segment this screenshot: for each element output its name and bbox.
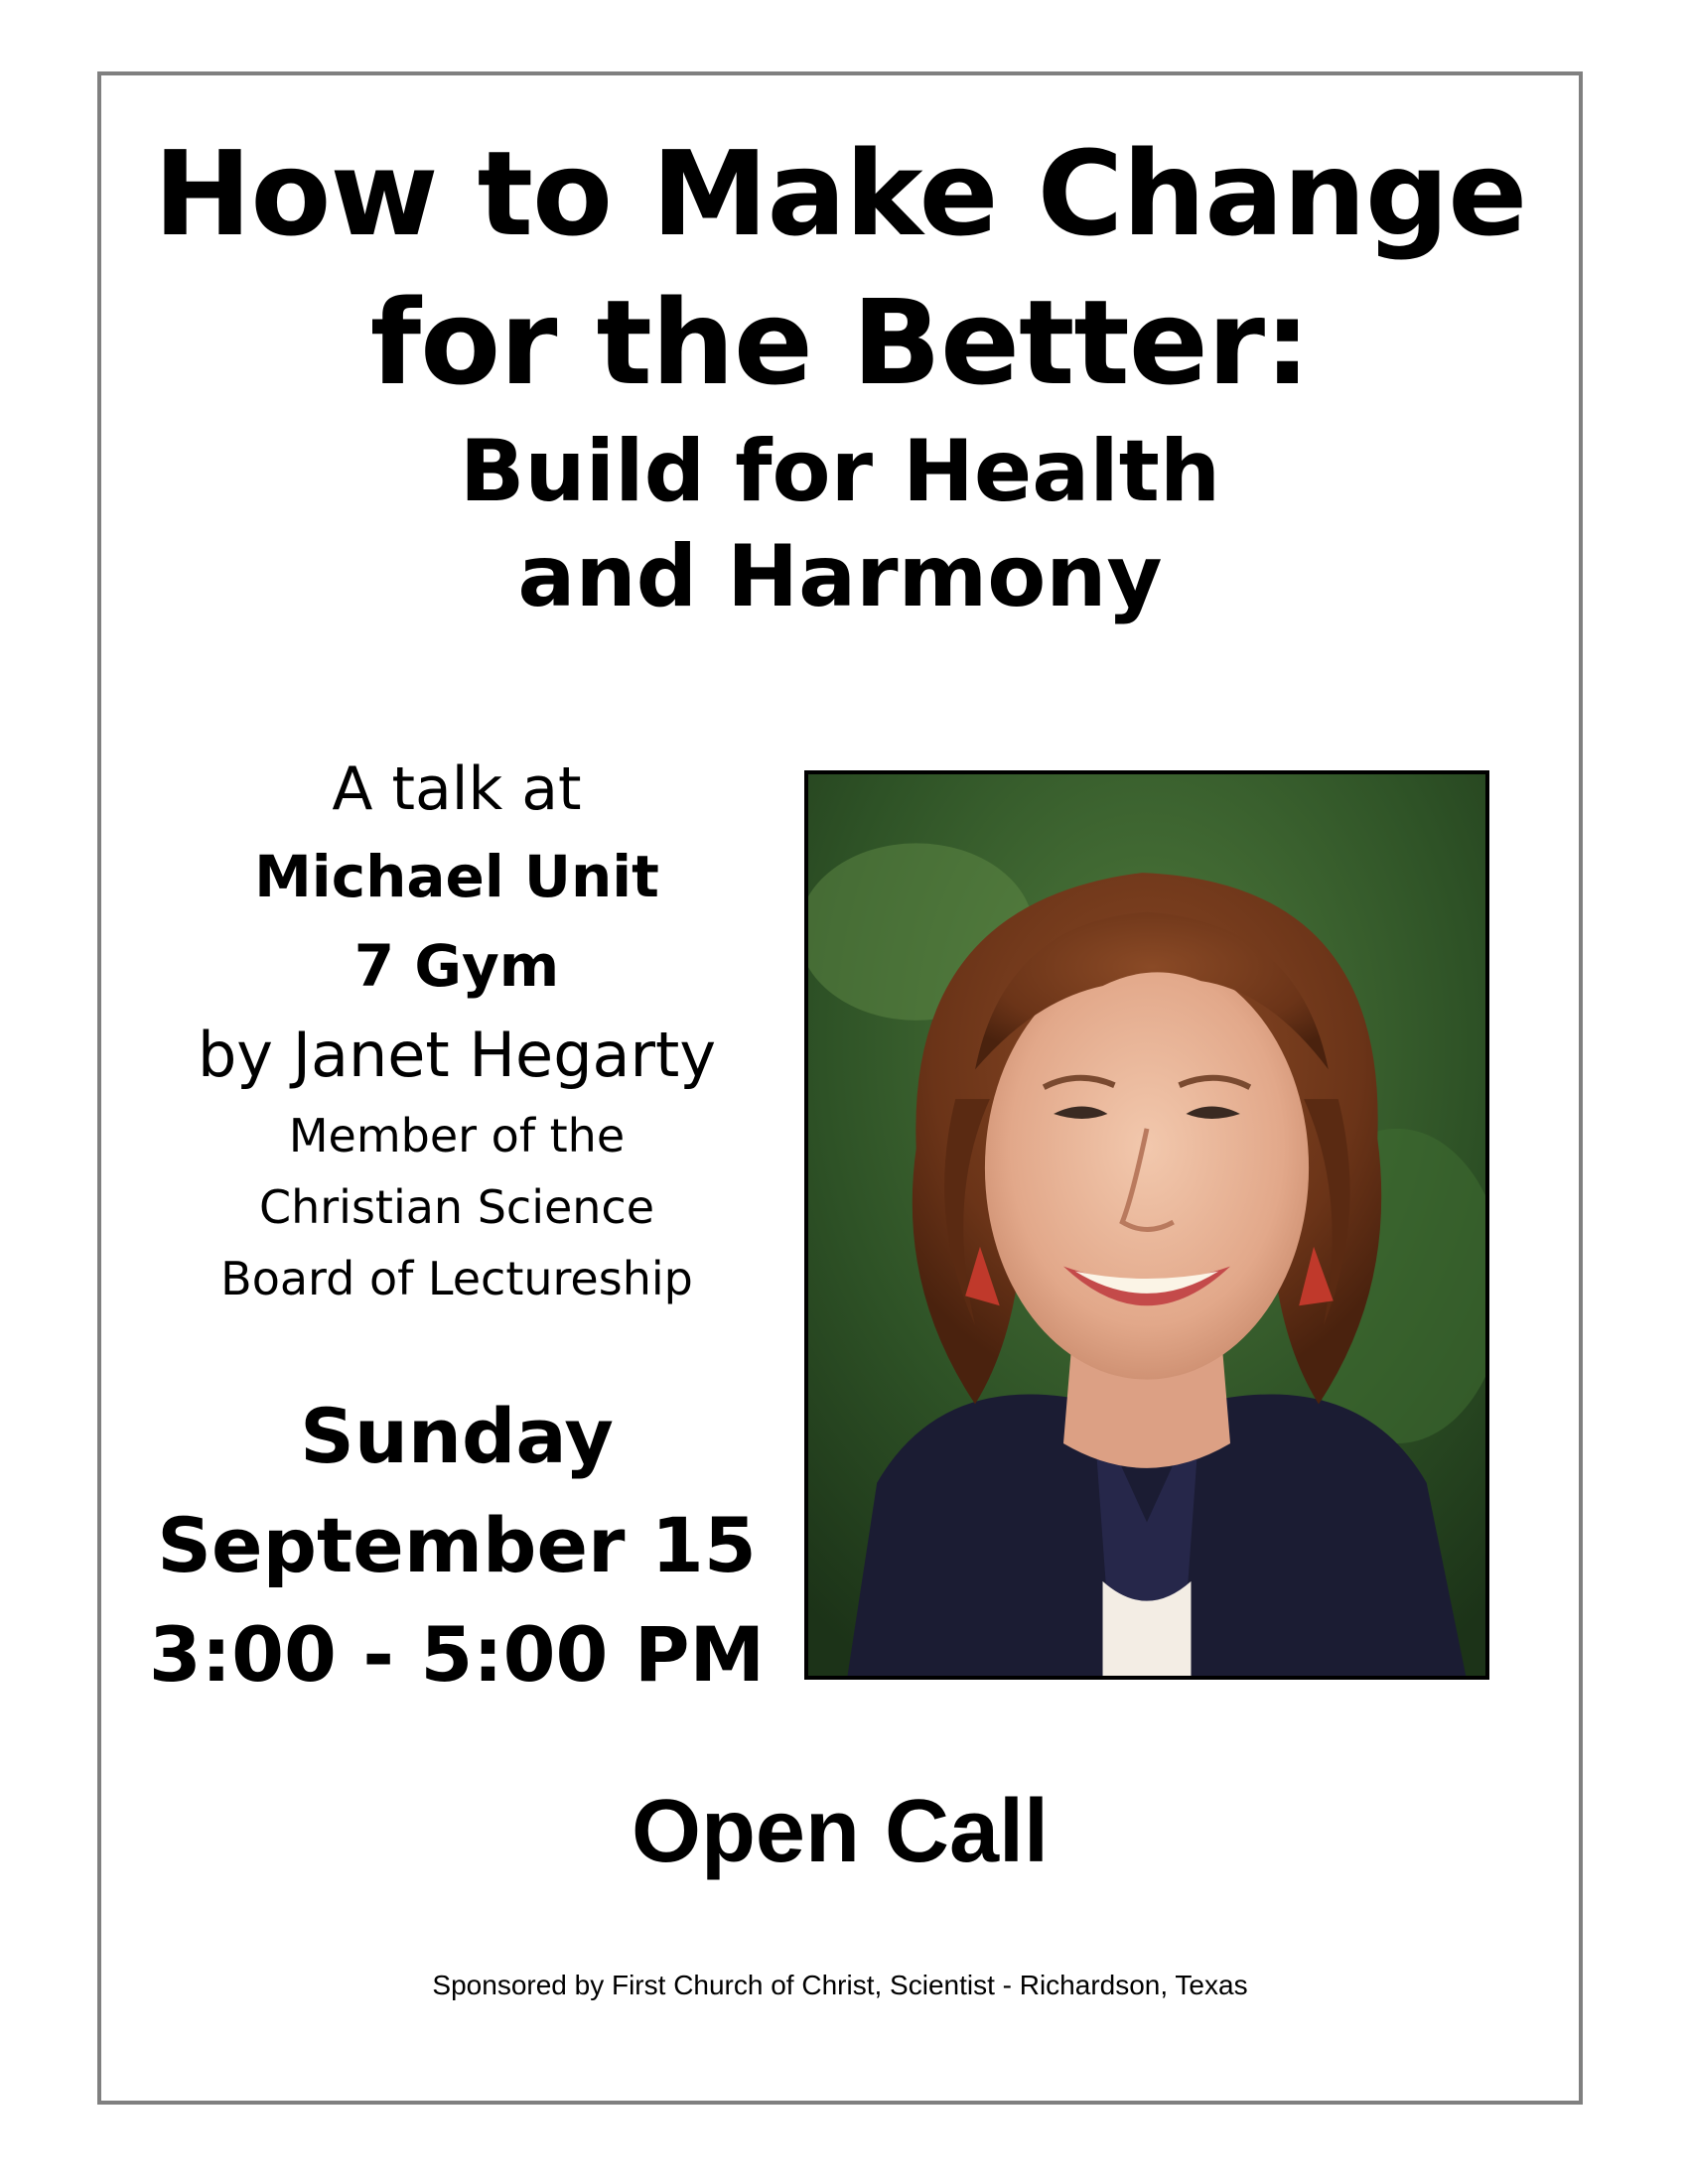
event-time: 3:00 - 5:00 PM — [148, 1610, 766, 1699]
venue-line-2: 7 Gym — [353, 932, 560, 1000]
event-schedule — [129, 1382, 784, 1709]
event-day: Sunday — [300, 1392, 614, 1480]
speaker-photo — [804, 770, 1489, 1680]
subtitle-line-1: Build for Health — [459, 422, 1221, 521]
open-call-heading: Open Call — [631, 1782, 1050, 1881]
title-line-1: How to Make Change — [153, 125, 1527, 262]
subtitle-line-2: and Harmony — [517, 527, 1163, 626]
speaker-role-line-1: Member of the — [288, 1109, 626, 1162]
speaker-name: by Janet Hegarty — [197, 1019, 717, 1091]
event-subtitle — [97, 419, 1583, 629]
title-line-2: for the Better: — [369, 274, 1311, 411]
venue-line-1: Michael Unit — [254, 843, 659, 910]
event-title — [97, 119, 1583, 417]
speaker-portrait-illustration — [808, 774, 1485, 1676]
talk-details — [149, 747, 765, 1314]
sponsor-line: Sponsored by First Church of Christ, Scientist - Richardson, Texas — [432, 1970, 1248, 2000]
speaker-role-line-3: Board of Lectureship — [220, 1252, 693, 1305]
event-date: September 15 — [157, 1501, 757, 1589]
speaker-role-line-2: Christian Science — [258, 1180, 655, 1234]
talk-intro: A talk at — [332, 754, 582, 824]
